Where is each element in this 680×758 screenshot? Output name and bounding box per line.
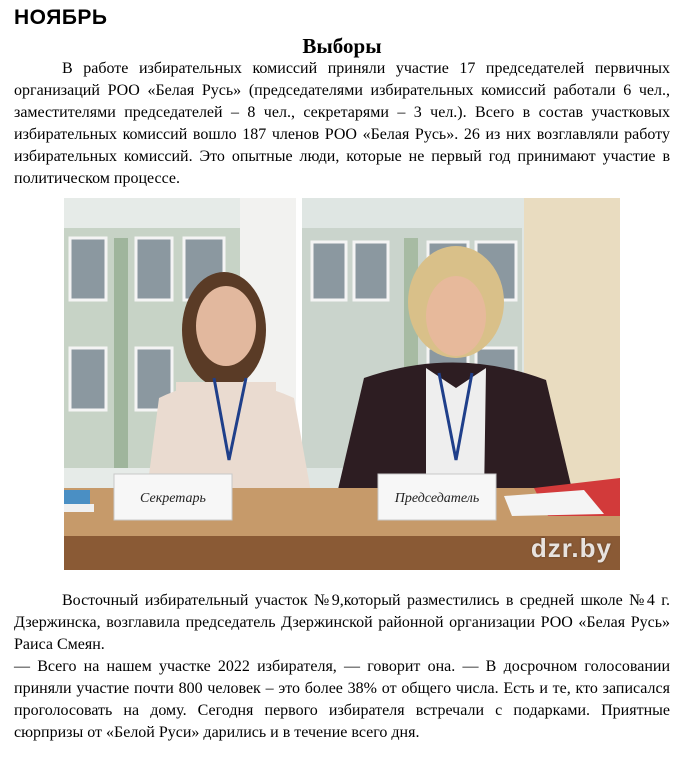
photo-illustration [64,198,620,570]
photo-watermark: dzr.by [530,533,612,563]
article-title: Выборы [302,34,382,58]
article-photo [64,198,620,570]
article-paragraph-1: В работе избирательных комиссий приняли участие 17 председателей первичных организаций РОО «Белая Русь» (председателями избирательных комиссий работали 6 чел., заместителями председателей – 8 чел., секретарями – 3 чел.). Всего в состав участковых избирательных комиссий вошло 187 членов РОО «Белая Русь». 26 из них возглавляли работу избирательных комиссий. Это опытные люди, которые не первый год принимают участие в политическом процессе. [14,60,670,187]
plate-chairman-label: Председатель [394,491,480,506]
article-paragraph-2: Восточный избирательный участок №9,который разместились в средней школе №4 г. Дзержинска, возглавила председатель Дзержинской районной организации РОО «Белая Русь» Раиса Смеян. [14,592,670,653]
month-heading: НОЯБРЬ [14,6,108,29]
article-paragraph-3: — Всего на нашем участке 2022 избирателя, — говорит она. — В досрочном голосовании приняли участие почти 800 человек – это более 38% от общего числа. Есть и те, кто записался проголосовать на дому. Сегодня первого избирателя встречали с подарками. Приятные сюрпризы от «Белой Руси» дарились и в течение всего дня. [14,658,670,741]
plate-secretary-label: Секретарь [140,491,206,506]
